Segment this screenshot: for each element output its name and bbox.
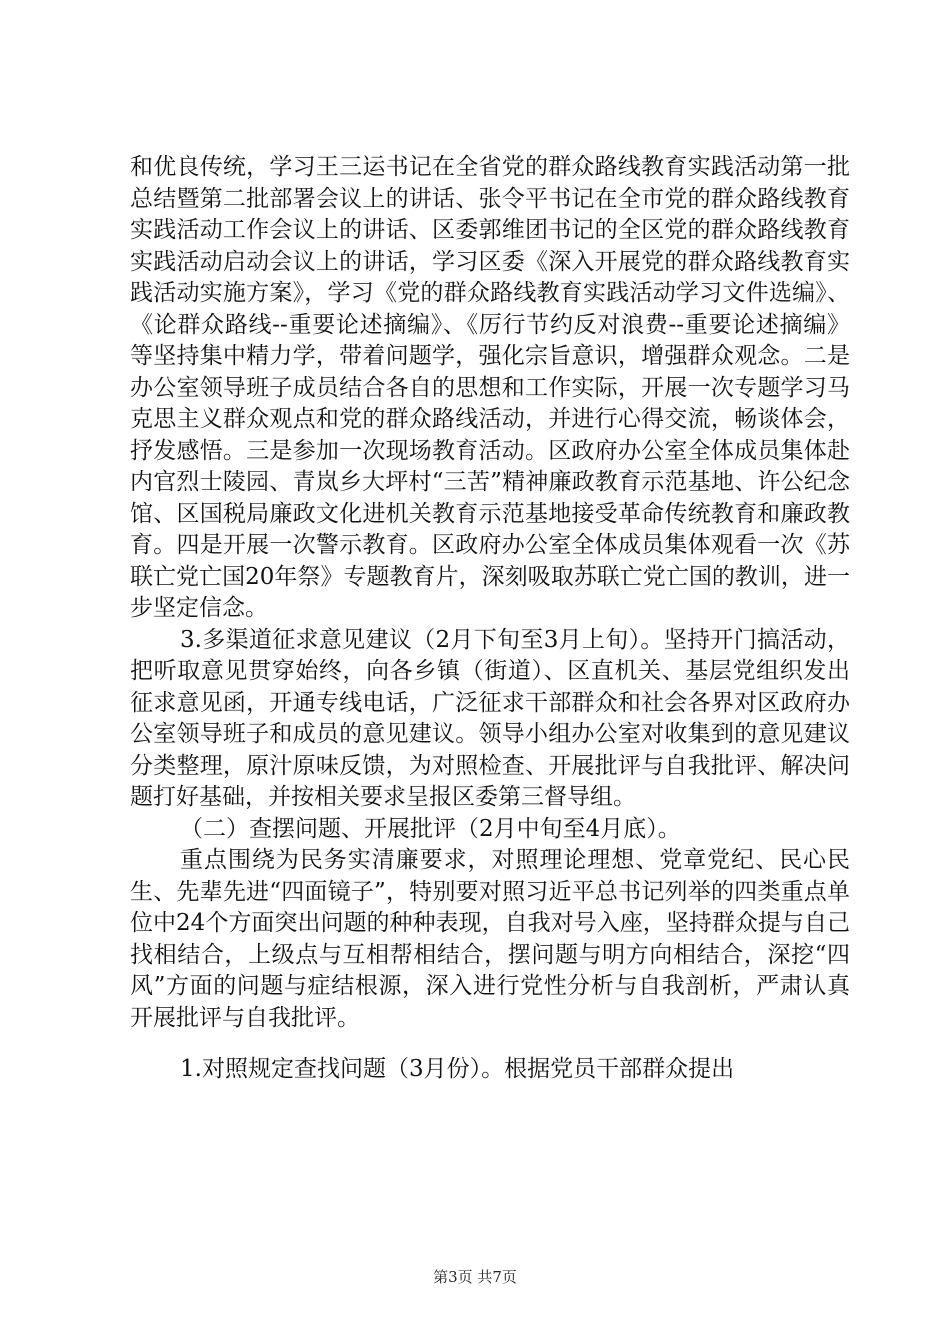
section-heading-2: （二）查摆问题、开展批评（2月中旬至4月底）。 <box>180 815 681 842</box>
paragraph-study-continuation: 和优良传统，学习王三运书记在全省党的群众路线教育实践活动第一批总结暨第二批部署会议上的讲话、张令平书记在全市党的群众路线教育实践活动工作会议上的讲话、区委郭维团书记的全区党的群众路线教育实践活动启动会议上的讲话，学习区委《深入开展党的群众路线教育实践活动实施方案》，学习《党的群众路线教育实践活动学习文件选编》、《论群众路线--重要论述摘编》、《厉行节约反对浪费--重要论述摘编》等坚持集中精力学，带着问题学，强化宗旨意识，增强群众观念。二是办公室领导班子成员结合各自的思想和工作实际，开展一次专题学习马克思主义群众观点和党的群众路线活动，并进行心得交流，畅谈体会，抒发感悟。三是参加一次现场教育活动。区政府办公室全体成员集体赴内官烈士陵园、青岚乡大坪村“三苦”精神廉政教育示范基地、许公纪念馆、区国税局廉政文化进机关教育示范基地接受革命传统教育和廉政教育。四是开展一次警示教育。区政府办公室全体成员集体观看一次《苏联亡党亡国20年祭》专题教育片，深刻吸取苏联亡党亡国的教训，进一步坚定信念。 <box>130 154 850 621</box>
page-footer: 第3页 共7页 <box>433 1268 517 1286</box>
paragraph-spacer <box>130 1034 850 1054</box>
paragraph-find-problems: 1.对照规定查找问题（3月份）。根据党员干部群众提出 <box>180 1056 735 1082</box>
paragraph-focus-requirements: 重点围绕为民务实清廉要求，对照理论理想、党章党纪、民心民生、先辈先进“四面镜子”，特别要对照习近平总书记列举的四类重点单位中24个方面突出问题的种种表现，自我对号入座，坚持群众提与自己找相结合，上级点与互相帮相结合，摆问题与明方向相结合，深挖“四风”方面的问题与症结根源，深入进行党性分析与自我剖析，严肃认真开展批评与自我批评。 <box>130 847 850 1031</box>
document-body <box>130 152 850 1086</box>
paragraph-solicit-opinions: 3.多渠道征求意见建议（2月下旬至3月上旬）。坚持开门搞活动，把听取意见贯穿始终，向各乡镇（街道）、区直机关、基层党组织发出征求意见函，开通专线电话，广泛征求干部群众和社会各界对区政府办公室领导班子和成员的意见建议。领导小组办公室对收集到的意见建议分类整理，原汁原味反馈，为对照检查、开展批评与自我批评、解决问题打好基础，并按相关要求呈报区委第三督导组。 <box>130 626 850 810</box>
